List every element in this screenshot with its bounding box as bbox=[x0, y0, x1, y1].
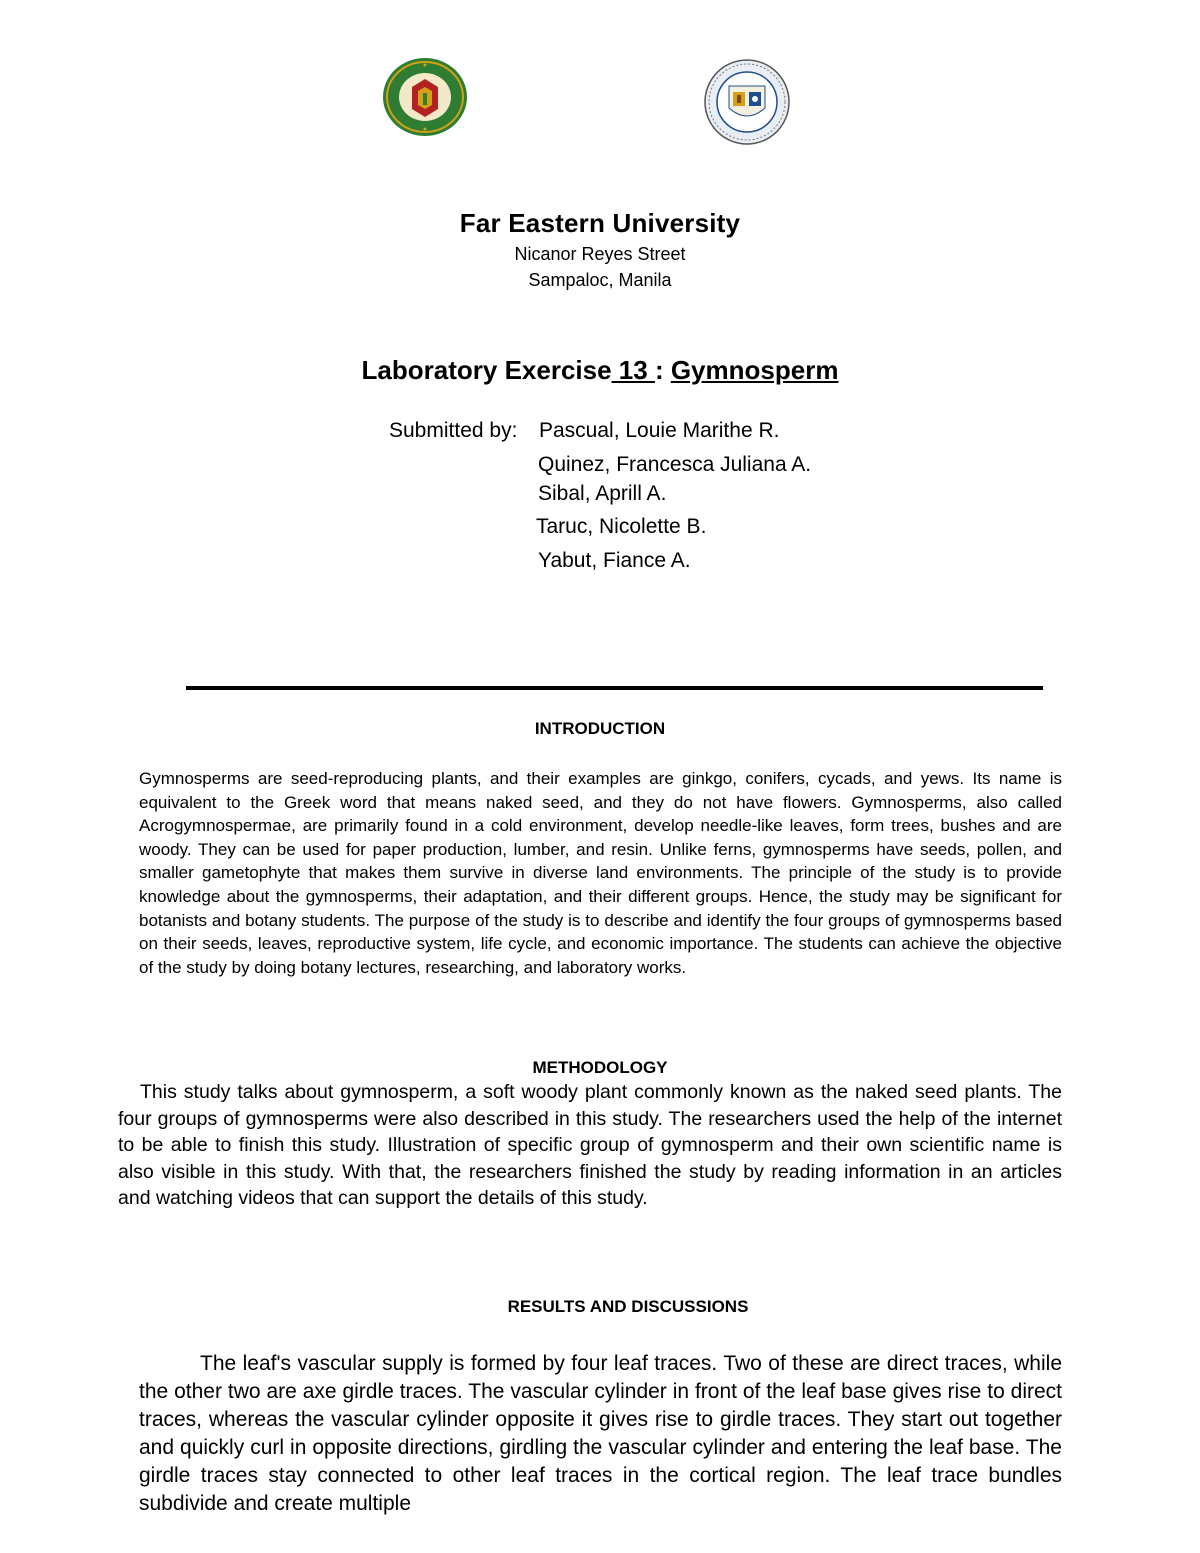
methodology-body: This study talks about gymnosperm, a soft woody plant commonly known as the naked seed plants. The four groups of gymnosperms were also described in this study. The researchers used the help of the internet to be able to finish this study. Illustration of specific group of gymnosperm and their own scientific name is also visible in this study. With that, the researchers finished the study by reading information in an articles and watching videos that can support the details of this study. bbox=[118, 1081, 1062, 1210]
submitted-by-label: Submitted by: bbox=[389, 419, 518, 442]
exercise-subject: Gymnosperm bbox=[670, 355, 839, 385]
address-street: Nicanor Reyes Street bbox=[514, 244, 686, 264]
institute-seal-logo bbox=[703, 58, 791, 146]
results-body: The leaf's vascular supply is formed by four leaf traces. Two of these are direct traces, while the other two are axe girdle traces. The vascular cylinder in front of the leaf base gives rise to direct traces, whereas the vascular cylinder opposite it gives rise to girdle traces. They start out together and quickly curl in opposite directions, girdling the vascular cylinder and entering the leaf base. The girdle traces stay connected to other leaf traces in the cortical region. The leaf trace bundles subdivide and create multiple bbox=[139, 1352, 1062, 1515]
section-divider bbox=[186, 686, 1043, 690]
methodology-heading: METHODOLOGY bbox=[532, 1058, 668, 1077]
lab-exercise-title bbox=[0, 355, 1200, 386]
title-prefix: Laboratory Exercise bbox=[361, 355, 612, 385]
results-heading: RESULTS AND DISCUSSIONS bbox=[507, 1297, 749, 1316]
member-name: Quinez, Francesca Juliana A. bbox=[538, 453, 812, 476]
member-name: Yabut, Fiance A. bbox=[538, 549, 691, 572]
member-name: Sibal, Aprill A. bbox=[538, 482, 667, 505]
member-name: Taruc, Nicolette B. bbox=[536, 515, 707, 538]
introduction-heading: INTRODUCTION bbox=[534, 719, 666, 738]
title-separator: : bbox=[654, 355, 671, 385]
member-name: Pascual, Louie Marithe R. bbox=[539, 419, 780, 442]
university-name: Far Eastern University bbox=[459, 208, 741, 238]
exercise-number: 13 bbox=[611, 355, 655, 385]
introduction-body: Gymnosperms are seed-reproducing plants, and their examples are ginkgo, conifers, cycads, and yews. Its name is equivalent to the Greek word that means naked seed, and they do not have flowers. Gymnosperms, also called Acrogymnospermae, are primarily found in a cold environment, develop needle-like leaves, form trees, bushes and are woody. They can be used for paper production, lumber, and resin. Unlike ferns, gymnosperms have seeds, pollen, and smaller gametophyte that makes them survive in diverse land environments. The principle of the study is to provide knowledge about the gymnosperms, their adaptation, and their different groups. Hence, the study may be significant for botanists and botany students. The purpose of the study is to describe and identify the four groups of gymnosperms based on their seeds, leaves, reproductive system, life cycle, and economic importance. The students can achieve the objective of the study by doing botany lectures, researching, and laboratory works. bbox=[139, 769, 1062, 977]
feu-seal-logo bbox=[382, 57, 468, 137]
address-city: Sampaloc, Manila bbox=[528, 270, 672, 290]
